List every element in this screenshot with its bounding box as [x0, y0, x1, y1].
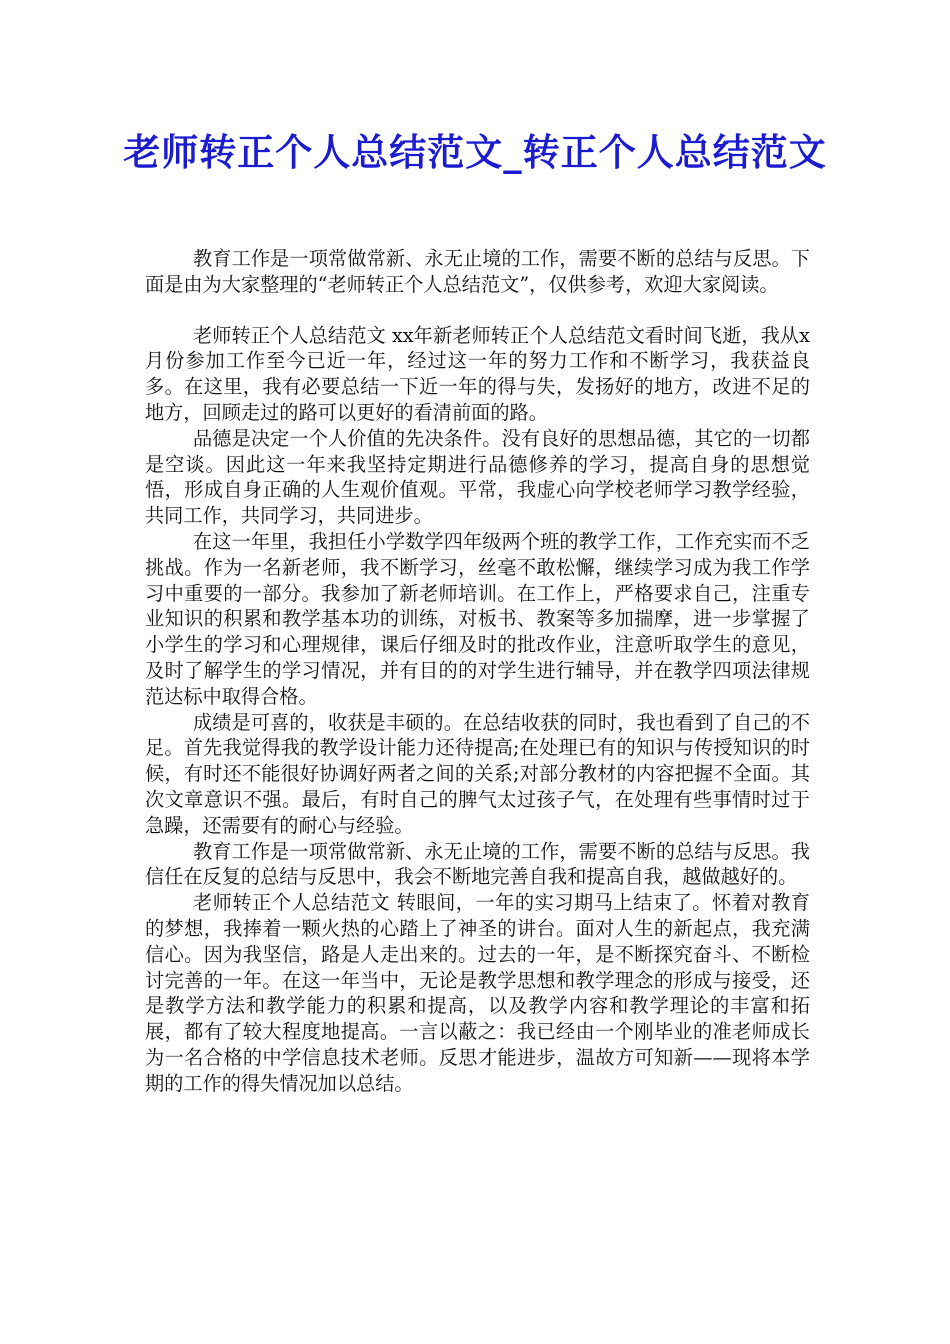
paragraph-morality: 品德是决定一个人价值的先决条件。没有良好的思想品德，其它的一切都是空谈。因此这一年来我坚持定期进行品德修养的学习，提高自身的思想觉悟，形成自身正确的人生观价值观。平常，我虚心向学校老师学习教学经验，共同工作，共同学习，共同进步。	[145, 426, 810, 528]
paragraph-intro: 教育工作是一项常做常新、永无止境的工作，需要不断的总结与反思。下面是由为大家整理的“老师转正个人总结范文”，仅供参考，欢迎大家阅读。	[145, 247, 810, 296]
paragraph-summary-two: 老师转正个人总结范文 转眼间，一年的实习期马上结束了。怀着对教育的梦想，我捧着一颗火热的心踏上了神圣的讲台。面对人生的新起点，我充满信心。因为我坚信，路是人走出来的。过去的一年，是不断探究奋斗、不断检讨完善的一年。在这一年当中，无论是教学思想和教学理念的形成与接受，还是教学方法和教学能力的积累和提高，以及教学内容和教学理论的丰富和拓展，都有了较大程度地提高。一言以蔽之：我已经由一个刚毕业的准老师成长为一名合格的中学信息技术老师。反思才能进步，温故方可知新——现将本学期的工作的得失情况加以总结。	[145, 891, 810, 1095]
document-title: 老师转正个人总结范文_转正个人总结范文	[123, 130, 827, 174]
paragraph-teaching-work: 在这一年里，我担任小学数学四年级两个班的教学工作，工作充实而不乏挑战。作为一名新老师，我不断学习，丝毫不敢松懈，继续学习成为我工作学习中重要的一部分。我参加了新老师培训。在工作上，严格要求自己，注重专业知识的积累和教学基本功的训练，对板书、教案等多加揣摩，进一步掌握了小学生的学习和心理规律，课后仔细及时的批改作业，注意听取学生的意见，及时了解学生的学习情况，并有目的的对学生进行辅导，并在教学四项法律规范达标中取得合格。	[145, 529, 810, 708]
document-body	[145, 246, 810, 1097]
paragraph-summary-one: 老师转正个人总结范文 xx年新老师转正个人总结范文看时间飞逝，我从x月份参加工作至今已近一年，经过这一年的努力工作和不断学习，我获益良多。在这里，我有必要总结一下近一年的得与失，发扬好的地方，改进不足的地方，回顾走过的路可以更好的看清前面的路。	[145, 323, 810, 424]
paragraph-achievements: 成绩是可喜的，收获是丰硕的。在总结收获的同时，我也看到了自己的不足。首先我觉得我的教学设计能力还待提高;在处理已有的知识与传授知识的时候，有时还不能很好协调好两者之间的关系;对部分教材的内容把握不全面。其次文章意识不强。最后，有时自己的脾气太过孩子气，在处理有些事情时过于急躁，还需要有的耐心与经验。	[145, 710, 810, 837]
paragraph-reflection: 教育工作是一项常做常新、永无止境的工作，需要不断的总结与反思。我信任在反复的总结与反思中，我会不断地完善自我和提高自我，越做越好的。	[145, 839, 810, 889]
